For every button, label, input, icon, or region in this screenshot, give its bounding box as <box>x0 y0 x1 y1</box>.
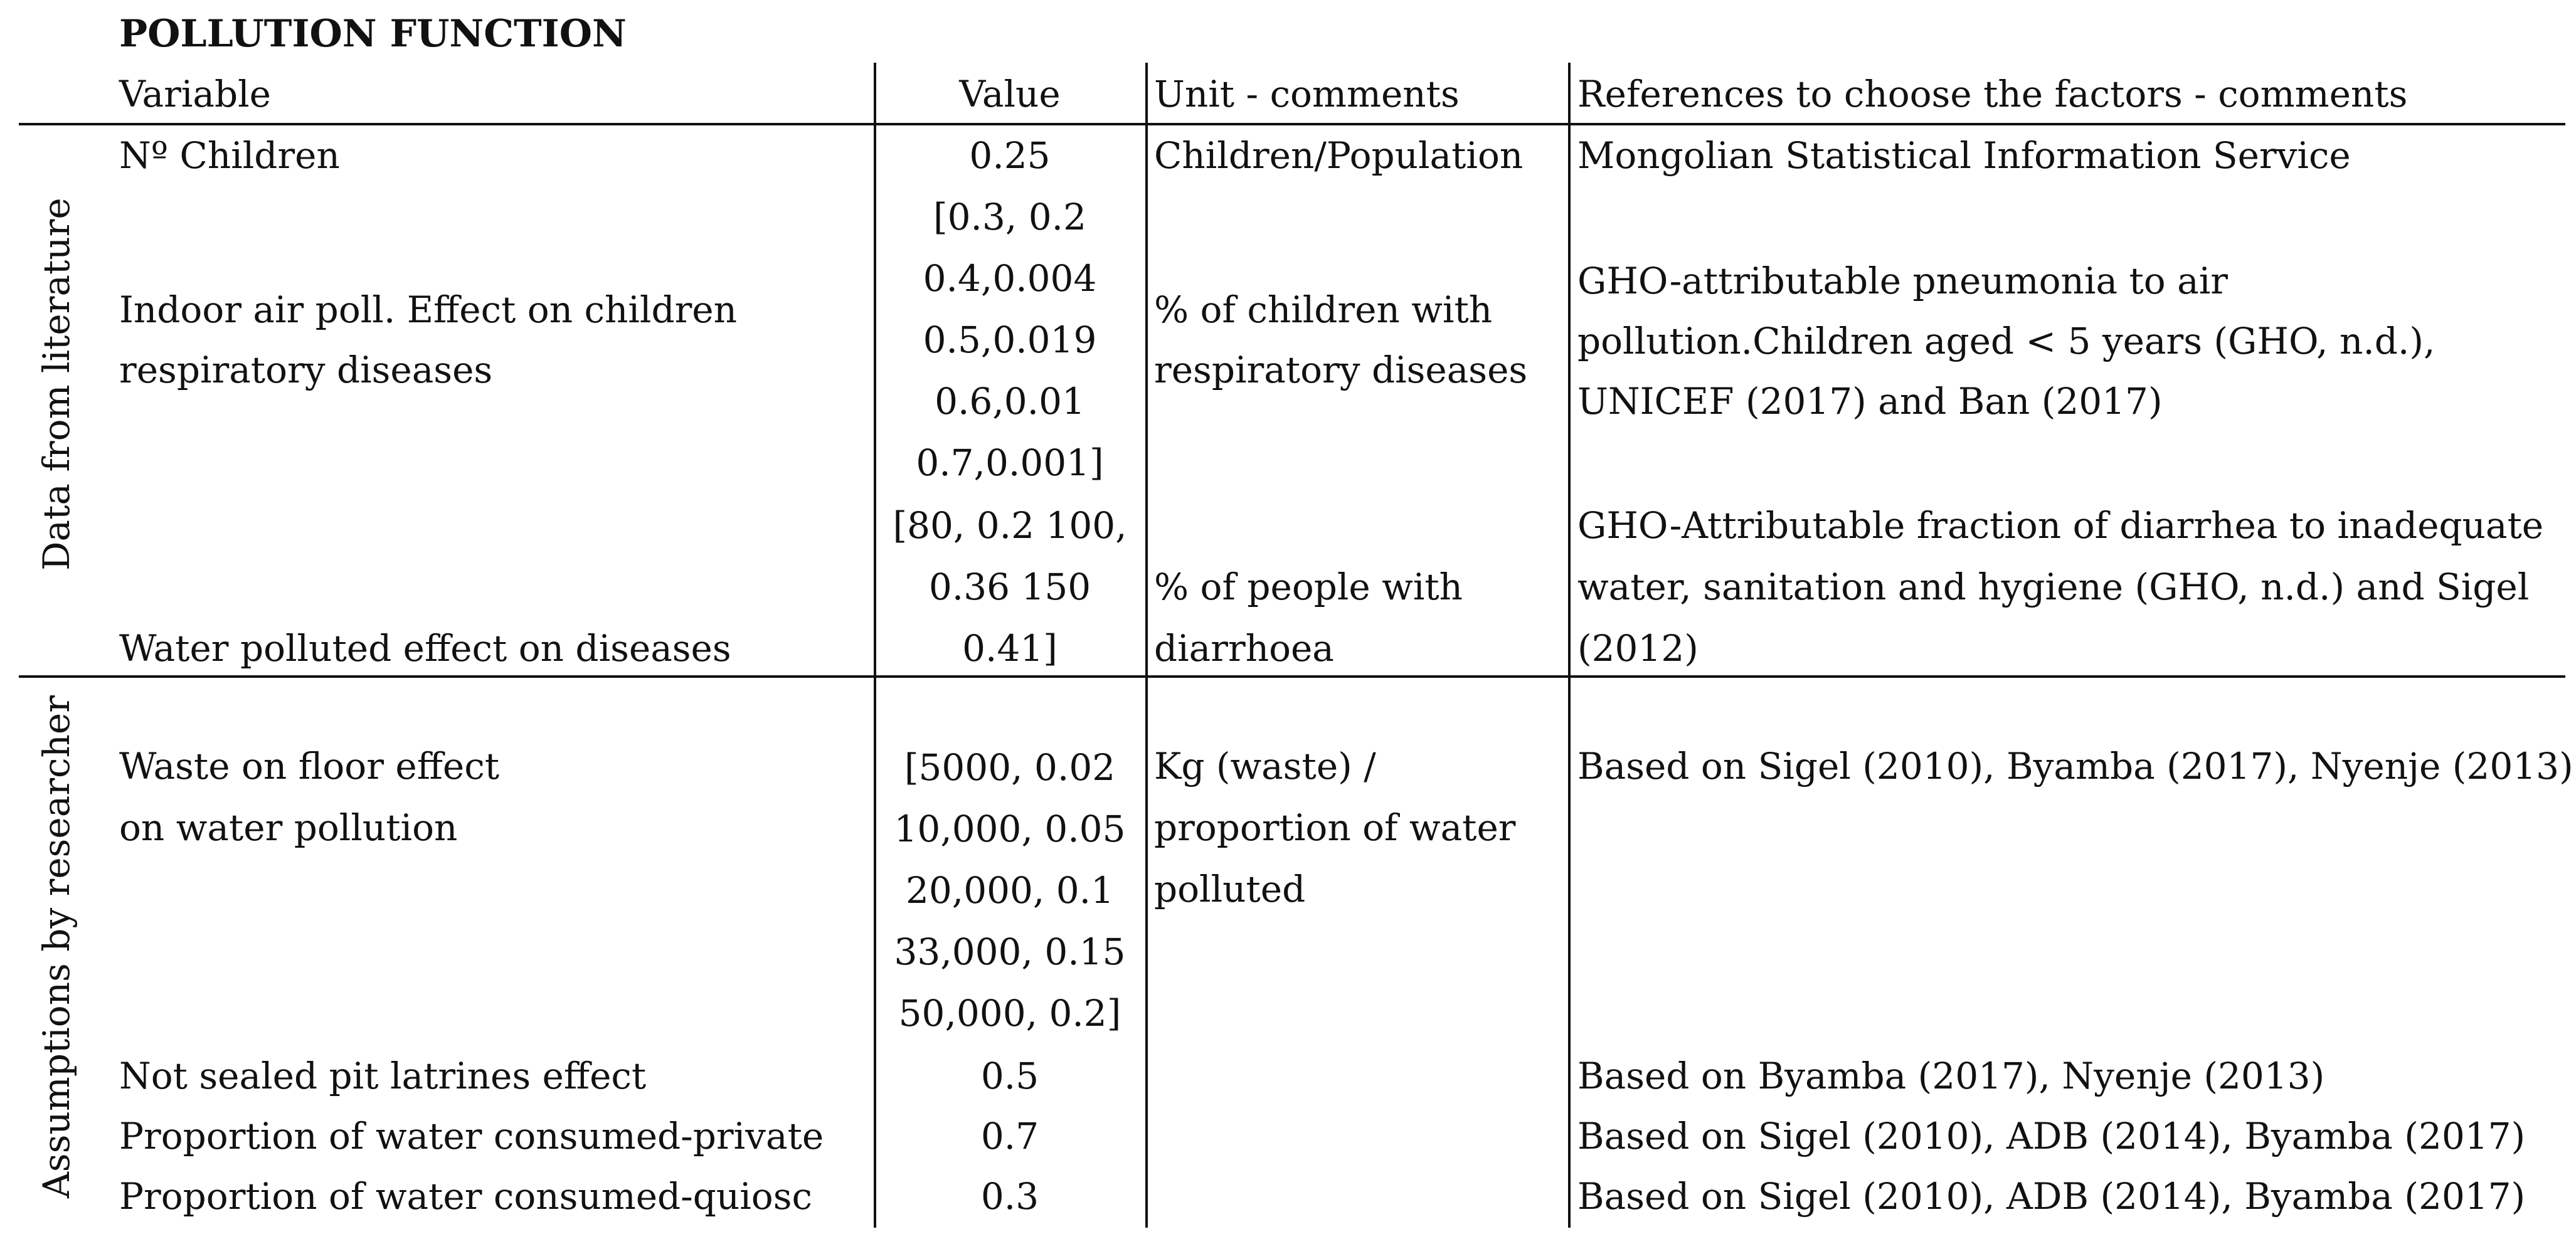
reference-cell-line: UNICEF (2017) and Ban (2017) <box>1577 380 2163 423</box>
unit-cell: Children/Population <box>1154 134 1524 177</box>
reference-cell-line: water, sanitation and hygiene (GHO, n.d.) and Sigel <box>1577 566 2530 608</box>
reference-cell-line: pollution.Children aged < 5 years (GHO, n.d.), <box>1577 320 2436 362</box>
reference-cell-line: GHO-attributable pneumonia to air <box>1577 260 2228 302</box>
value-cell-line: 50,000, 0.2] <box>898 992 1121 1035</box>
group-label-literature: Data from literature <box>35 198 78 571</box>
unit-cell-line: Kg (waste) / <box>1154 745 1376 788</box>
unit-cell-line: proportion of water <box>1154 806 1516 849</box>
reference-cell-line: GHO-Attributable fraction of diarrhea to inadequate <box>1577 504 2544 547</box>
value-cell: 0.3 <box>980 1175 1039 1218</box>
group-label-researcher: Assumptions by researcher <box>35 695 78 1198</box>
value-cell: 0.7 <box>980 1115 1039 1157</box>
value-cell-line: 0.7,0.001] <box>916 441 1104 484</box>
reference-cell: Based on Sigel (2010), ADB (2014), Byamba (2017) <box>1577 1175 2526 1218</box>
unit-cell-line: % of children with <box>1154 288 1493 331</box>
value-cell-line: 0.5,0.019 <box>923 319 1097 361</box>
value-cell-line: 33,000, 0.15 <box>894 930 1126 973</box>
value-cell-line: 0.6,0.01 <box>935 380 1085 423</box>
table-title: POLLUTION FUNCTION <box>119 12 627 56</box>
value-cell-line: 10,000, 0.05 <box>894 808 1126 850</box>
value-cell-line: 0.41] <box>962 627 1057 670</box>
column-header-variable: Variable <box>119 73 271 115</box>
variable-cell: Nº Children <box>119 134 340 177</box>
variable-cell-line: Indoor air poll. Effect on children <box>119 288 737 331</box>
column-divider-value-unit <box>1145 63 1148 1228</box>
value-cell-line: [80, 0.2 100, <box>893 504 1127 547</box>
variable-cell-line: Waste on floor effect <box>119 745 500 788</box>
value-cell-line: 20,000, 0.1 <box>905 869 1115 912</box>
variable-cell: Not sealed pit latrines effect <box>119 1055 647 1097</box>
reference-cell-line: (2012) <box>1577 627 1699 670</box>
variable-cell-line: on water pollution <box>119 806 458 849</box>
variable-cell: Proportion of water consumed-quiosc <box>119 1175 812 1218</box>
column-header-unit: Unit - comments <box>1154 73 1460 115</box>
variable-cell: Water polluted effect on diseases <box>119 627 731 670</box>
column-divider-unit-references <box>1568 63 1571 1228</box>
reference-cell: Based on Sigel (2010), Byamba (2017), Nyenje (2013) <box>1577 745 2573 788</box>
value-cell-line: 0.36 150 <box>928 566 1091 608</box>
unit-cell-line: polluted <box>1154 868 1306 910</box>
column-header-value: Value <box>959 73 1061 115</box>
value-cell-line: [5000, 0.02 <box>904 746 1116 789</box>
value-cell: 0.5 <box>980 1055 1039 1097</box>
reference-cell: Mongolian Statistical Information Service <box>1577 134 2351 177</box>
variable-cell-line: respiratory diseases <box>119 349 493 391</box>
unit-cell-line: % of people with <box>1154 566 1463 608</box>
variable-cell: Proportion of water consumed-private <box>119 1115 824 1157</box>
column-header-references: References to choose the factors - comments <box>1577 73 2408 115</box>
unit-cell-line: respiratory diseases <box>1154 349 1528 391</box>
value-cell-line: 0.4,0.004 <box>923 257 1097 300</box>
reference-cell: Based on Byamba (2017), Nyenje (2013) <box>1577 1055 2325 1097</box>
value-cell: 0.25 <box>969 134 1051 177</box>
reference-cell: Based on Sigel (2010), ADB (2014), Byamba (2017) <box>1577 1115 2526 1157</box>
unit-cell-line: diarrhoea <box>1154 627 1334 670</box>
value-cell-line: [0.3, 0.2 <box>933 196 1086 238</box>
